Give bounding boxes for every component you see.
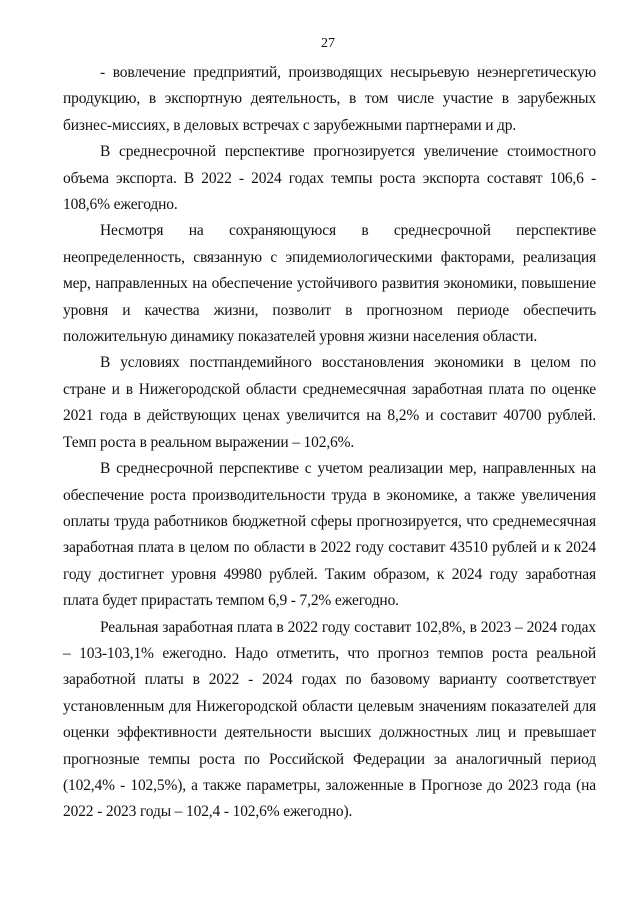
paragraph-export-forecast: В среднесрочной перспективе прогнозируется увеличение стоимостного объема экспорта. В 2022 - 2024 годах темпы роста экспорта составят 106,6 - 108,6% ежегодно. xyxy=(63,143,596,214)
paragraph-living-standards: Несмотря на сохраняющуюся в среднесрочной перспективе неопределенность, связанную с эпидемиологическими факторами, реализация мер, направленных на обеспечение устойчивого развития экономики, повышение уровня и качества жизни, позволит в прогнозном периоде обеспечить положительную динамику показателей уровня жизни населения области. xyxy=(63,222,596,346)
page-number: 27 xyxy=(321,36,335,51)
paragraph-export-involvement: - вовлечение предприятий, производящих несырьевую неэнергетическую продукцию, в экспортную деятельность, в том числе участие в зарубежных бизнес-миссиях, в деловых встречах с зарубежными партнерами и др. xyxy=(63,64,596,134)
paragraph-wage-forecast: В среднесрочной перспективе с учетом реализации мер, направленных на обеспечение роста производительности труда в экономике, а также увеличения оплаты труда работников бюджетной сферы прогнозируется, что среднемесячная заработная плата в целом по области в 2022 году составит 43510 рублей и к 2024 году достигнет уровня 49980 рублей. Таким образом, к 2024 году заработная плата будет прирастать темпом 6,9 - 7,2% ежегодно. xyxy=(63,460,596,610)
body-text xyxy=(63,60,596,826)
paragraph-wage-2021: В условиях постпандемийного восстановления экономики в целом по стране и в Нижегородской области среднемесячная заработная плата по оценке 2021 года в действующих ценах увеличится на 8,2% и составит 40700 рублей. Темп роста в реальном выражении – 102,6%. xyxy=(63,354,596,451)
paragraph-real-wage: Реальная заработная плата в 2022 году составит 102,8%, в 2023 – 2024 годах – 103-103,1% ежегодно. Надо отметить, что прогноз темпов роста реальной заработной платы в 2022 - 2024 годах по базовому варианту соответствует установленным для Нижегородской области целевым значениям показателей для оценки эффективности деятельности высших должностных лиц и превышает прогнозные темпы роста по Российской Федерации за аналогичный период (102,4% - 102,5%), а также параметры, заложенные в Прогнозе до 2023 года (на 2022 - 2023 годы – 102,4 - 102,6% ежегодно). xyxy=(63,618,596,821)
